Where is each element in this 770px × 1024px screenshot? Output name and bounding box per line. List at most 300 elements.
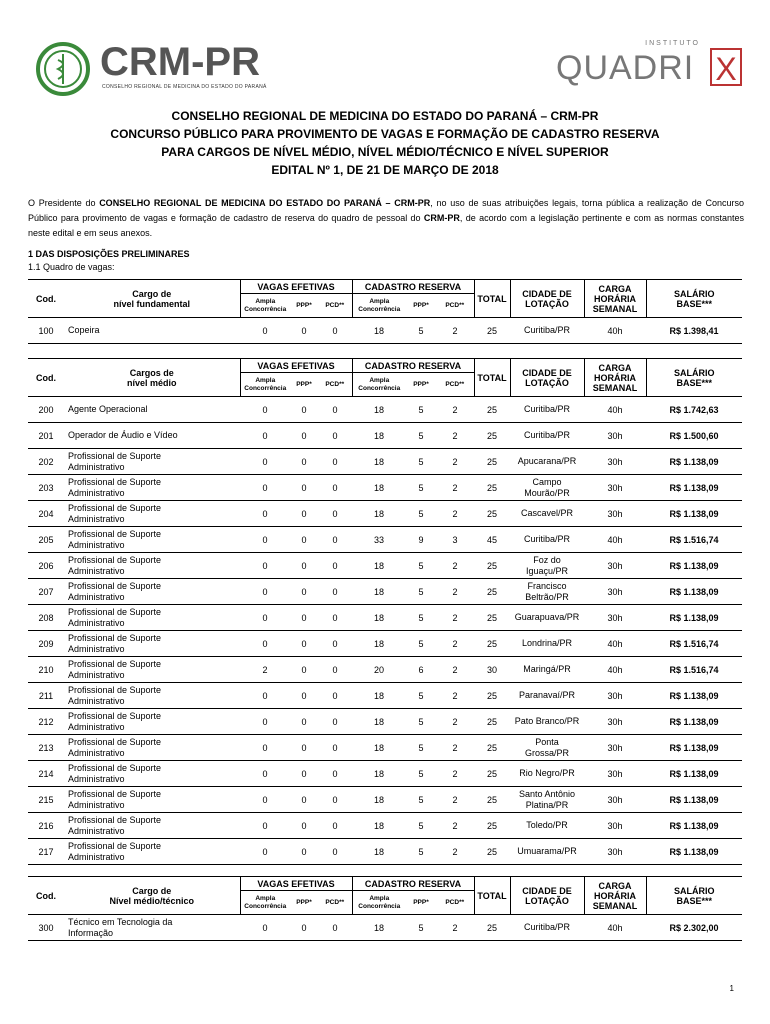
cell-cargo xyxy=(64,553,240,579)
cell-cadastro-ampla: 20 xyxy=(352,657,406,683)
cell-salario: R$ 1.500,60 xyxy=(646,423,742,449)
cell-vagas-ppp: 0 xyxy=(290,579,318,605)
intro-text-3: , de acordo com a legislação pertinente e com as normas constantes neste edital e em seus anexos. xyxy=(28,213,744,238)
cell-cargo xyxy=(64,579,240,605)
cell-cadastro-ampla: 18 xyxy=(352,839,406,865)
cell-vagas-ppp: 0 xyxy=(290,423,318,449)
cell-vagas-pcd: 0 xyxy=(318,527,352,553)
cell-cadastro-ppp: 5 xyxy=(406,501,436,527)
col-header-cadastro-ampla xyxy=(352,373,406,397)
cell-vagas-ppp: 0 xyxy=(290,501,318,527)
intro-text-1: O Presidente do xyxy=(28,198,100,208)
cidade-line: Curitiba/PR xyxy=(523,430,570,440)
carga-header-line-2: HORÁRIA xyxy=(594,293,636,304)
cargo-line: Administrativo xyxy=(68,695,125,706)
cidade-line: Cascavel/PR xyxy=(520,508,574,518)
carga-header-line-2: HORÁRIA xyxy=(594,890,636,901)
cell-cadastro-pcd: 2 xyxy=(436,605,474,631)
cell-cadastro-ampla: 18 xyxy=(352,605,406,631)
cell-cidade xyxy=(510,787,584,813)
col-header-cadastro-pcd: PCD** xyxy=(436,373,474,397)
cell-cadastro-ppp: 5 xyxy=(406,915,436,941)
intro-text-2: , no uso de suas atribuições legais, torna pública a realização de Concurso Público para provimento de vagas e formação de cadastro de reserva do quadro de pessoal do xyxy=(28,198,745,223)
col-header-cargo xyxy=(64,280,240,318)
cell-total: 45 xyxy=(474,527,510,553)
cell-vagas-ampla: 0 xyxy=(240,475,290,501)
cell-salario: R$ 1.138,09 xyxy=(646,787,742,813)
cell-cidade xyxy=(510,915,584,941)
cell-carga: 40h xyxy=(584,915,646,941)
col-header-vagas-ampla xyxy=(240,373,290,397)
cell-cadastro-ampla: 18 xyxy=(352,318,406,344)
quadrix-logo xyxy=(556,40,742,90)
cell-total: 25 xyxy=(474,501,510,527)
cell-carga: 30h xyxy=(584,709,646,735)
cidade-header-line-1: CIDADE DE xyxy=(522,885,572,896)
ampla-line-1: Ampla xyxy=(255,297,276,305)
carga-header-line-2: HORÁRIA xyxy=(594,372,636,383)
cell-vagas-ampla: 0 xyxy=(240,735,290,761)
cell-vagas-ampla: 0 xyxy=(240,579,290,605)
cell-cod: 300 xyxy=(28,915,64,941)
cell-cadastro-pcd: 2 xyxy=(436,709,474,735)
cargo-line: Profissional de Suporte xyxy=(68,502,162,513)
table-row xyxy=(28,423,742,449)
cargo-line: Administrativo xyxy=(68,669,125,680)
cargo-line: Profissional de Suporte xyxy=(68,840,162,851)
cargo-header-line-2: nível médio xyxy=(126,377,177,388)
ampla-line-2: Concorrência xyxy=(244,902,287,910)
cell-carga: 30h xyxy=(584,553,646,579)
cell-cidade xyxy=(510,735,584,761)
cell-cadastro-ampla: 18 xyxy=(352,813,406,839)
cell-cod: 202 xyxy=(28,449,64,475)
cargo-line: Profissional de Suporte xyxy=(68,684,162,695)
cell-vagas-pcd: 0 xyxy=(318,631,352,657)
cidade-line: Ponta xyxy=(535,736,559,747)
cell-cod: 209 xyxy=(28,631,64,657)
cargo-line: Profissional de Suporte xyxy=(68,450,162,461)
cidade-line: Platina/PR xyxy=(525,799,569,810)
carga-header-line-1: CARGA xyxy=(598,362,632,373)
crm-pr-logo xyxy=(36,40,276,96)
cell-cadastro-ampla: 18 xyxy=(352,787,406,813)
cell-vagas-ppp: 0 xyxy=(290,787,318,813)
cell-cidade xyxy=(510,397,584,423)
ampla-line-1: Ampla xyxy=(369,297,390,305)
col-header-vagas: VAGAS EFETIVAS xyxy=(240,877,352,891)
cell-cadastro-pcd: 2 xyxy=(436,553,474,579)
cargo-line: Copeira xyxy=(68,325,100,335)
cell-cadastro-ampla: 33 xyxy=(352,527,406,553)
cell-cadastro-ppp: 5 xyxy=(406,605,436,631)
col-header-cidade xyxy=(510,359,584,397)
cidade-line: Curitiba/PR xyxy=(523,922,570,932)
table-row xyxy=(28,527,742,553)
col-header-cadastro-pcd: PCD** xyxy=(436,891,474,915)
cell-cadastro-ppp: 5 xyxy=(406,449,436,475)
cargo-line: Administrativo xyxy=(68,539,125,550)
cell-cadastro-pcd: 2 xyxy=(436,423,474,449)
cidade-line: Beltrão/PR xyxy=(525,591,569,602)
cell-cargo xyxy=(64,915,240,941)
cell-total: 25 xyxy=(474,915,510,941)
cell-cargo xyxy=(64,657,240,683)
cell-cadastro-ampla: 18 xyxy=(352,683,406,709)
cell-carga: 30h xyxy=(584,605,646,631)
salario-header-line-1: SALÁRIO xyxy=(674,367,715,378)
cidade-line: Curitiba/PR xyxy=(523,534,570,544)
cell-vagas-pcd: 0 xyxy=(318,605,352,631)
cell-cod: 213 xyxy=(28,735,64,761)
cell-cod: 204 xyxy=(28,501,64,527)
cell-cadastro-pcd: 2 xyxy=(436,761,474,787)
cell-cidade xyxy=(510,839,584,865)
cargo-line: Profissional de Suporte xyxy=(68,606,162,617)
section-title: 1 DAS DISPOSIÇÕES PRELIMINARES xyxy=(28,249,190,259)
cell-carga: 40h xyxy=(584,657,646,683)
col-header-salario xyxy=(646,280,742,318)
cell-total: 25 xyxy=(474,787,510,813)
cargo-line: Administrativo xyxy=(68,643,125,654)
cidade-line: Francisco xyxy=(527,580,567,591)
cell-salario: R$ 1.138,09 xyxy=(646,475,742,501)
cell-vagas-pcd: 0 xyxy=(318,735,352,761)
cell-vagas-ppp: 0 xyxy=(290,657,318,683)
cell-cidade xyxy=(510,683,584,709)
col-header-total: TOTAL xyxy=(474,877,510,915)
cargo-line: Profissional de Suporte xyxy=(68,736,162,747)
cell-cargo xyxy=(64,605,240,631)
cell-cargo xyxy=(64,683,240,709)
col-header-vagas-ppp: PPP* xyxy=(290,294,318,318)
cell-salario: R$ 1.516,74 xyxy=(646,527,742,553)
cell-cargo xyxy=(64,318,240,344)
vacancy-table xyxy=(28,358,742,865)
cell-vagas-ppp: 0 xyxy=(290,735,318,761)
cell-total: 25 xyxy=(474,761,510,787)
col-header-cargo xyxy=(64,359,240,397)
cell-vagas-ampla: 0 xyxy=(240,423,290,449)
cidade-line: Santo Antônio xyxy=(518,788,576,799)
cell-salario: R$ 1.516,74 xyxy=(646,657,742,683)
intro-bold-2: CRM-PR xyxy=(423,213,460,223)
cidade-line: Paranavaí/PR xyxy=(518,690,576,700)
cell-salario: R$ 1.138,09 xyxy=(646,449,742,475)
cell-vagas-ppp: 0 xyxy=(290,553,318,579)
col-header-vagas: VAGAS EFETIVAS xyxy=(240,280,352,294)
table-row xyxy=(28,318,742,344)
cell-total: 25 xyxy=(474,709,510,735)
salario-header-line-2: BASE*** xyxy=(676,895,712,906)
cell-cod: 216 xyxy=(28,813,64,839)
cell-cidade xyxy=(510,761,584,787)
cell-vagas-ampla: 2 xyxy=(240,657,290,683)
cell-carga: 30h xyxy=(584,735,646,761)
cell-salario: R$ 1.138,09 xyxy=(646,683,742,709)
cell-cadastro-pcd: 2 xyxy=(436,839,474,865)
col-header-cod: Cod. xyxy=(28,280,64,318)
cell-total: 25 xyxy=(474,423,510,449)
cell-total: 25 xyxy=(474,683,510,709)
cell-total: 25 xyxy=(474,839,510,865)
cell-carga: 40h xyxy=(584,631,646,657)
cell-carga: 40h xyxy=(584,318,646,344)
cell-cadastro-ppp: 5 xyxy=(406,735,436,761)
cargo-line: Administrativo xyxy=(68,851,125,862)
cell-vagas-pcd: 0 xyxy=(318,915,352,941)
table-row xyxy=(28,735,742,761)
cell-cargo xyxy=(64,631,240,657)
crm-seal-icon xyxy=(36,42,90,96)
cargo-header-line-1: Cargo de xyxy=(132,288,172,299)
salario-header-line-2: BASE*** xyxy=(676,298,712,309)
cell-vagas-ampla: 0 xyxy=(240,501,290,527)
cell-vagas-pcd: 0 xyxy=(318,761,352,787)
cell-cargo xyxy=(64,527,240,553)
cidade-line: Guarapuava/PR xyxy=(514,612,580,622)
header-line-3: PARA CARGOS DE NÍVEL MÉDIO, NÍVEL MÉDIO/TÉCNICO E NÍVEL SUPERIOR xyxy=(161,145,609,159)
carga-header-line-3: SEMANAL xyxy=(592,382,638,393)
cell-cadastro-pcd: 2 xyxy=(436,318,474,344)
col-header-cadastro-ampla xyxy=(352,891,406,915)
cargo-line: Administrativo xyxy=(68,773,125,784)
cell-cadastro-ppp: 5 xyxy=(406,579,436,605)
cell-salario: R$ 1.138,09 xyxy=(646,735,742,761)
cell-cadastro-pcd: 2 xyxy=(436,787,474,813)
cell-cadastro-ampla: 18 xyxy=(352,631,406,657)
cell-vagas-ampla: 0 xyxy=(240,709,290,735)
cargo-header-line-2: Nível médio/técnico xyxy=(109,895,195,906)
cell-cidade xyxy=(510,423,584,449)
cell-cadastro-pcd: 3 xyxy=(436,527,474,553)
col-header-cod: Cod. xyxy=(28,877,64,915)
cidade-line: Maringá/PR xyxy=(523,664,571,674)
col-header-salario xyxy=(646,359,742,397)
quadrix-name: QUADRI xyxy=(556,49,695,87)
col-header-total: TOTAL xyxy=(474,280,510,318)
cell-cadastro-ppp: 5 xyxy=(406,631,436,657)
cell-vagas-pcd: 0 xyxy=(318,683,352,709)
cell-cidade xyxy=(510,631,584,657)
ampla-line-2: Concorrência xyxy=(244,305,287,313)
ampla-line-2: Concorrência xyxy=(358,384,401,392)
cell-cod: 211 xyxy=(28,683,64,709)
cell-cadastro-ampla: 18 xyxy=(352,709,406,735)
intro-bold-1: CONSELHO REGIONAL DE MEDICINA DO ESTADO DO PARANÁ – CRM-PR xyxy=(99,198,431,208)
cell-cod: 203 xyxy=(28,475,64,501)
cell-cargo xyxy=(64,709,240,735)
table-row xyxy=(28,657,742,683)
cidade-header-line-2: LOTAÇÃO xyxy=(525,377,569,388)
header-line-1: CONSELHO REGIONAL DE MEDICINA DO ESTADO DO PARANÁ – CRM-PR xyxy=(171,109,599,123)
col-header-cadastro-ppp: PPP* xyxy=(406,891,436,915)
cell-cadastro-ppp: 6 xyxy=(406,657,436,683)
cell-salario: R$ 1.516,74 xyxy=(646,631,742,657)
cell-cargo xyxy=(64,813,240,839)
cell-vagas-pcd: 0 xyxy=(318,709,352,735)
carga-header-line-3: SEMANAL xyxy=(592,900,638,911)
cidade-line: Londrina/PR xyxy=(521,638,573,648)
cell-cadastro-pcd: 2 xyxy=(436,683,474,709)
table-row xyxy=(28,839,742,865)
cell-vagas-ppp: 0 xyxy=(290,475,318,501)
cell-cadastro-ampla: 18 xyxy=(352,579,406,605)
intro-paragraph xyxy=(28,196,744,241)
col-header-vagas-ppp: PPP* xyxy=(290,373,318,397)
cell-cadastro-ppp: 5 xyxy=(406,397,436,423)
col-header-cod: Cod. xyxy=(28,359,64,397)
cell-cidade xyxy=(510,579,584,605)
table-row xyxy=(28,683,742,709)
cell-carga: 30h xyxy=(584,683,646,709)
cargo-line: Administrativo xyxy=(68,617,125,628)
crm-brand-subtitle: CONSELHO REGIONAL DE MEDICINA DO ESTADO DO PARANÁ xyxy=(102,84,267,90)
cell-carga: 40h xyxy=(584,397,646,423)
cell-cadastro-pcd: 2 xyxy=(436,475,474,501)
cargo-line: Informação xyxy=(68,927,114,938)
header-line-4: EDITAL Nº 1, DE 21 DE MARÇO DE 2018 xyxy=(271,163,499,177)
cell-cadastro-ppp: 5 xyxy=(406,423,436,449)
cell-cidade xyxy=(510,475,584,501)
salario-header-line-2: BASE*** xyxy=(676,377,712,388)
vacancy-table xyxy=(28,876,742,941)
cargo-line: Profissional de Suporte xyxy=(68,476,162,487)
cell-salario: R$ 1.138,09 xyxy=(646,813,742,839)
cell-vagas-ppp: 0 xyxy=(290,527,318,553)
cell-cadastro-pcd: 2 xyxy=(436,501,474,527)
cell-salario: R$ 1.138,09 xyxy=(646,605,742,631)
cell-cadastro-ppp: 5 xyxy=(406,709,436,735)
cell-cadastro-ppp: 5 xyxy=(406,787,436,813)
cidade-line: Curitiba/PR xyxy=(523,404,570,414)
cell-vagas-ampla: 0 xyxy=(240,787,290,813)
cell-total: 25 xyxy=(474,605,510,631)
cidade-header-line-1: CIDADE DE xyxy=(522,288,572,299)
cell-vagas-ampla: 0 xyxy=(240,683,290,709)
cargo-line: Administrativo xyxy=(68,461,125,472)
cell-salario: R$ 1.138,09 xyxy=(646,709,742,735)
cidade-line: Grossa/PR xyxy=(524,747,569,758)
table-row xyxy=(28,501,742,527)
cell-cadastro-ampla: 18 xyxy=(352,915,406,941)
cell-cadastro-pcd: 2 xyxy=(436,397,474,423)
salario-header-line-1: SALÁRIO xyxy=(674,288,715,299)
cell-cadastro-pcd: 2 xyxy=(436,449,474,475)
cell-vagas-ppp: 0 xyxy=(290,709,318,735)
cargo-line: Administrativo xyxy=(68,747,125,758)
col-header-cadastro-ampla xyxy=(352,294,406,318)
cell-salario: R$ 2.302,00 xyxy=(646,915,742,941)
table-row xyxy=(28,553,742,579)
cidade-line: Pato Branco/PR xyxy=(514,716,580,726)
cargo-line: Profissional de Suporte xyxy=(68,554,162,565)
col-header-carga xyxy=(584,877,646,915)
cell-vagas-pcd: 0 xyxy=(318,657,352,683)
cell-salario: R$ 1.138,09 xyxy=(646,553,742,579)
cidade-line: Mourão/PR xyxy=(524,487,570,498)
col-header-cargo xyxy=(64,877,240,915)
cell-vagas-pcd: 0 xyxy=(318,813,352,839)
cell-salario: R$ 1.138,09 xyxy=(646,839,742,865)
cell-carga: 30h xyxy=(584,475,646,501)
cell-vagas-ppp: 0 xyxy=(290,631,318,657)
cidade-header-line-1: CIDADE DE xyxy=(522,367,572,378)
cell-vagas-pcd: 0 xyxy=(318,553,352,579)
cargo-header-line-1: Cargo de xyxy=(132,885,172,896)
table-row xyxy=(28,475,742,501)
table-row xyxy=(28,787,742,813)
cell-cadastro-pcd: 2 xyxy=(436,915,474,941)
table-row xyxy=(28,709,742,735)
table-row xyxy=(28,631,742,657)
cell-cadastro-ppp: 9 xyxy=(406,527,436,553)
col-header-vagas-ppp: PPP* xyxy=(290,891,318,915)
col-header-cidade xyxy=(510,877,584,915)
cell-cadastro-ppp: 5 xyxy=(406,683,436,709)
cidade-line: Apucarana/PR xyxy=(517,456,577,466)
cargo-line: Administrativo xyxy=(68,513,125,524)
cell-vagas-ampla: 0 xyxy=(240,761,290,787)
document-header xyxy=(0,107,770,179)
cell-vagas-ampla: 0 xyxy=(240,318,290,344)
cargo-line: Profissional de Suporte xyxy=(68,580,162,591)
cell-carga: 30h xyxy=(584,501,646,527)
cell-cargo xyxy=(64,735,240,761)
cargo-line: Administrativo xyxy=(68,825,125,836)
col-header-cadastro: CADASTRO RESERVA xyxy=(352,280,474,294)
cell-cod: 206 xyxy=(28,553,64,579)
cell-cidade xyxy=(510,813,584,839)
ampla-line-1: Ampla xyxy=(369,894,390,902)
cell-vagas-ampla: 0 xyxy=(240,527,290,553)
cargo-line: Operador de Áudio e Vídeo xyxy=(68,430,178,440)
cell-cod: 215 xyxy=(28,787,64,813)
cell-cod: 207 xyxy=(28,579,64,605)
cell-cidade xyxy=(510,709,584,735)
cell-cadastro-ampla: 18 xyxy=(352,397,406,423)
cidade-line: Rio Negro/PR xyxy=(519,768,575,778)
cell-carga: 30h xyxy=(584,787,646,813)
cell-vagas-pcd: 0 xyxy=(318,579,352,605)
cell-salario: R$ 1.138,09 xyxy=(646,579,742,605)
cargo-header-line-2: nível fundamental xyxy=(113,298,190,309)
col-header-carga xyxy=(584,280,646,318)
cidade-line: Iguaçu/PR xyxy=(525,565,569,576)
cell-cadastro-pcd: 2 xyxy=(436,579,474,605)
cell-vagas-pcd: 0 xyxy=(318,397,352,423)
cell-vagas-pcd: 0 xyxy=(318,423,352,449)
ampla-line-2: Concorrência xyxy=(358,305,401,313)
col-header-carga xyxy=(584,359,646,397)
cell-vagas-ampla: 0 xyxy=(240,839,290,865)
cell-vagas-ppp: 0 xyxy=(290,761,318,787)
table-row xyxy=(28,449,742,475)
cell-cod: 205 xyxy=(28,527,64,553)
col-header-salario xyxy=(646,877,742,915)
cell-cargo xyxy=(64,449,240,475)
ampla-line-1: Ampla xyxy=(255,376,276,384)
cargo-line: Administrativo xyxy=(68,591,125,602)
cell-total: 25 xyxy=(474,579,510,605)
cidade-line: Umuarama/PR xyxy=(517,846,577,856)
carga-header-line-1: CARGA xyxy=(598,283,632,294)
cell-vagas-ampla: 0 xyxy=(240,605,290,631)
cell-salario: R$ 1.742,63 xyxy=(646,397,742,423)
col-header-vagas-pcd: PCD** xyxy=(318,891,352,915)
cell-cadastro-pcd: 2 xyxy=(436,657,474,683)
cargo-header-line-1: Cargos de xyxy=(129,367,174,378)
